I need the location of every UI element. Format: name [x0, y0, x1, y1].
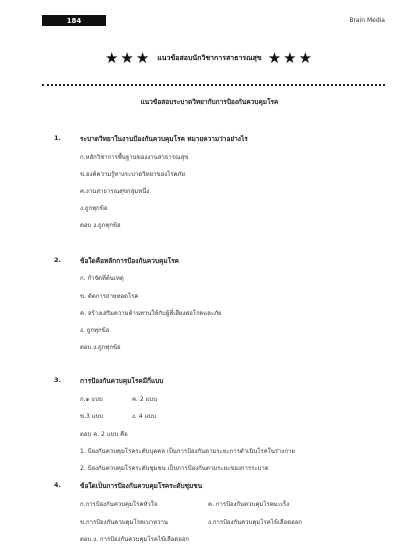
answer-option: ข.องค์ความรู้ทางระบาดวิทยาของโรคภัย — [80, 171, 186, 178]
stars-left-icon: ★★★ — [104, 49, 152, 67]
question-number: 2. — [54, 256, 61, 264]
question-text: ระบาดวิทยาในงานป้องกันควบคุมโรค หมายความว่าอย่างไร — [80, 135, 248, 143]
question-text: การป้องกันควบคุมโรคมีกี่แบบ — [80, 377, 164, 385]
explanation-line: 1. ป้องกันควบคุมโรคระดับบุคคล เป็นการป้องกันตามระยะการดำเนินโรคในร่างกาย — [80, 448, 295, 455]
explanation-line: 2. ป้องกันควบคุมโรคระดับชุมชน เป็นการป้องกันตามระยะของการระบาด — [80, 465, 269, 472]
question-text: ข้อใดคือหลักการป้องกันควบคุมโรค — [80, 257, 179, 265]
answer-option: ข. ตัดการถ่ายทอดโรค — [80, 293, 139, 300]
answer-option: ก. กำจัดที่ต้นเหตุ — [80, 275, 124, 282]
question-text: ข้อใดเป็นการป้องกันควบคุมโรคระดับชุมชน — [80, 482, 203, 490]
publisher-name: Brain Media — [349, 17, 385, 24]
stars-right-icon: ★★★ — [267, 49, 315, 67]
answer-option: ค.งานสาธารณสุขกลุ่มหนึ่ง — [80, 188, 150, 195]
answer-key: ตอบ ง. การป้องกันควบคุมโรคไข้เลือดออก — [80, 536, 190, 543]
dotted-divider — [42, 84, 385, 86]
answer-option: ง.ถูกทุกข้อ — [80, 205, 108, 212]
answer-key: ตอบ ค. 2 แบบ คือ — [80, 431, 128, 438]
answer-option: ค. สร้างเสริมความต้านทานให้กับผู้ที่เสี่ยงต่อโรคและภัย — [80, 310, 222, 317]
question-number: 3. — [54, 376, 61, 384]
page-number: 184 — [42, 15, 106, 26]
answer-option: ข.3 แบบ — [80, 413, 104, 420]
answer-option: ค. การป้องกันควบคุมโรคมะเร็ง — [208, 501, 290, 508]
answer-key: ตอบ ง.ถูกทุกข้อ — [80, 344, 121, 351]
title-banner — [0, 51, 419, 66]
question-number: 1. — [54, 134, 61, 142]
question-number: 4. — [54, 481, 61, 489]
answer-option: ก.๑ แบบ — [80, 396, 103, 403]
banner-title: แนวข้อสอบนักวิชาการสาธารณสุข — [157, 54, 262, 62]
answer-option: ข.การป้องกันควบคุมโรคเบาหวาน — [80, 519, 168, 526]
answer-option: ง. 4 แบบ — [132, 413, 156, 420]
section-subtitle: แนวข้อสอบระบาดวิทยากับการป้องกันควบคุมโรค — [140, 98, 279, 106]
answer-key: ตอบ ง.ถูกทุกข้อ — [80, 222, 121, 229]
answer-option: ค. 2 แบบ — [132, 396, 158, 403]
answer-option: ก.หลักวิชาการพื้นฐานของงานสาธารณสุข — [80, 154, 189, 161]
answer-option: ง. ถูกทุกข้อ — [80, 327, 110, 334]
answer-option: ง.การป้องกันควบคุมโรคไข้เลือดออก — [208, 519, 302, 526]
answer-option: ก.การป้องกันควบคุมโรคหัวใจ — [80, 501, 158, 508]
